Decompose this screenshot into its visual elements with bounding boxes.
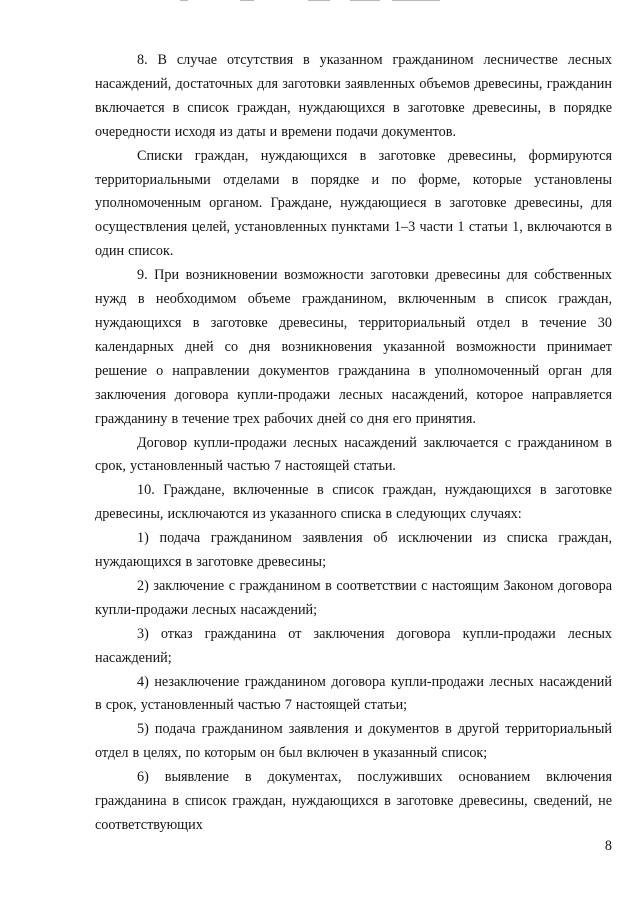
paragraph: 9. При возникновении возможности заготовки древесины для собственных нужд в необходимом объеме гражданином, включенным в список граждан, нуждающихся в заготовке древесины, территориальный отдел в течение 30 календарных дней со дня возникновения указанной возможности принимает решение о направлении документов гражданина в уполномоченный орган для заключения договора купли-продажи лесных насаждений, которое направляется гражданину в течение трех рабочих дней со дня его принятия. bbox=[95, 267, 612, 427]
page-number: 8 bbox=[604, 838, 612, 854]
paragraph: Списки граждан, нуждающихся в заготовке древесины, формируются территориальными отделами в порядке и по форме, которые установлены уполномоченным органом. Граждане, нуждающиеся в заготовке древесины, для осуществления целей, установленных пунктами 1–3 части 1 статьи 1, включаются в один список. bbox=[95, 147, 612, 260]
list-item: 5) подача гражданином заявления и документов в другой территориальный отдел в целях, по которым он был включен в указанный список; bbox=[95, 721, 612, 762]
list-item: 1) подача гражданином заявления об исключении из списка граждан, нуждающихся в заготовке древесины; bbox=[95, 530, 612, 571]
paragraph: 10. Граждане, включенные в список граждан, нуждающихся в заготовке древесины, исключаются из указанного списка в следующих случаях: bbox=[95, 482, 612, 523]
scan-artifact-marks bbox=[180, 0, 440, 3]
document-body bbox=[95, 49, 612, 838]
list-item: 2) заключение с гражданином в соответствии с настоящим Законом договора купли-продажи лесных насаждений; bbox=[95, 577, 612, 618]
paragraph: Договор купли-продажи лесных насаждений заключается с гражданином в срок, установленный частью 7 настоящей статьи. bbox=[95, 434, 612, 475]
paragraph: 8. В случае отсутствия в указанном гражданином лесничестве лесных насаждений, достаточных для заготовки заявленных объемов древесины, гражданин включается в список граждан, нуждающихся в заготовке древесины, в порядке очередности исходя из даты и времени подачи документов. bbox=[95, 52, 612, 140]
list-item: 4) незаключение гражданином договора купли-продажи лесных насаждений в срок, установленный частью 7 настоящей статьи; bbox=[95, 673, 612, 714]
list-item: 6) выявление в документах, послуживших основанием включения гражданина в список граждан, нуждающихся в заготовке древесины, сведений, не соответствующих bbox=[95, 769, 612, 833]
list-item: 3) отказ гражданина от заключения договора купли-продажи лесных насаждений; bbox=[95, 625, 612, 666]
